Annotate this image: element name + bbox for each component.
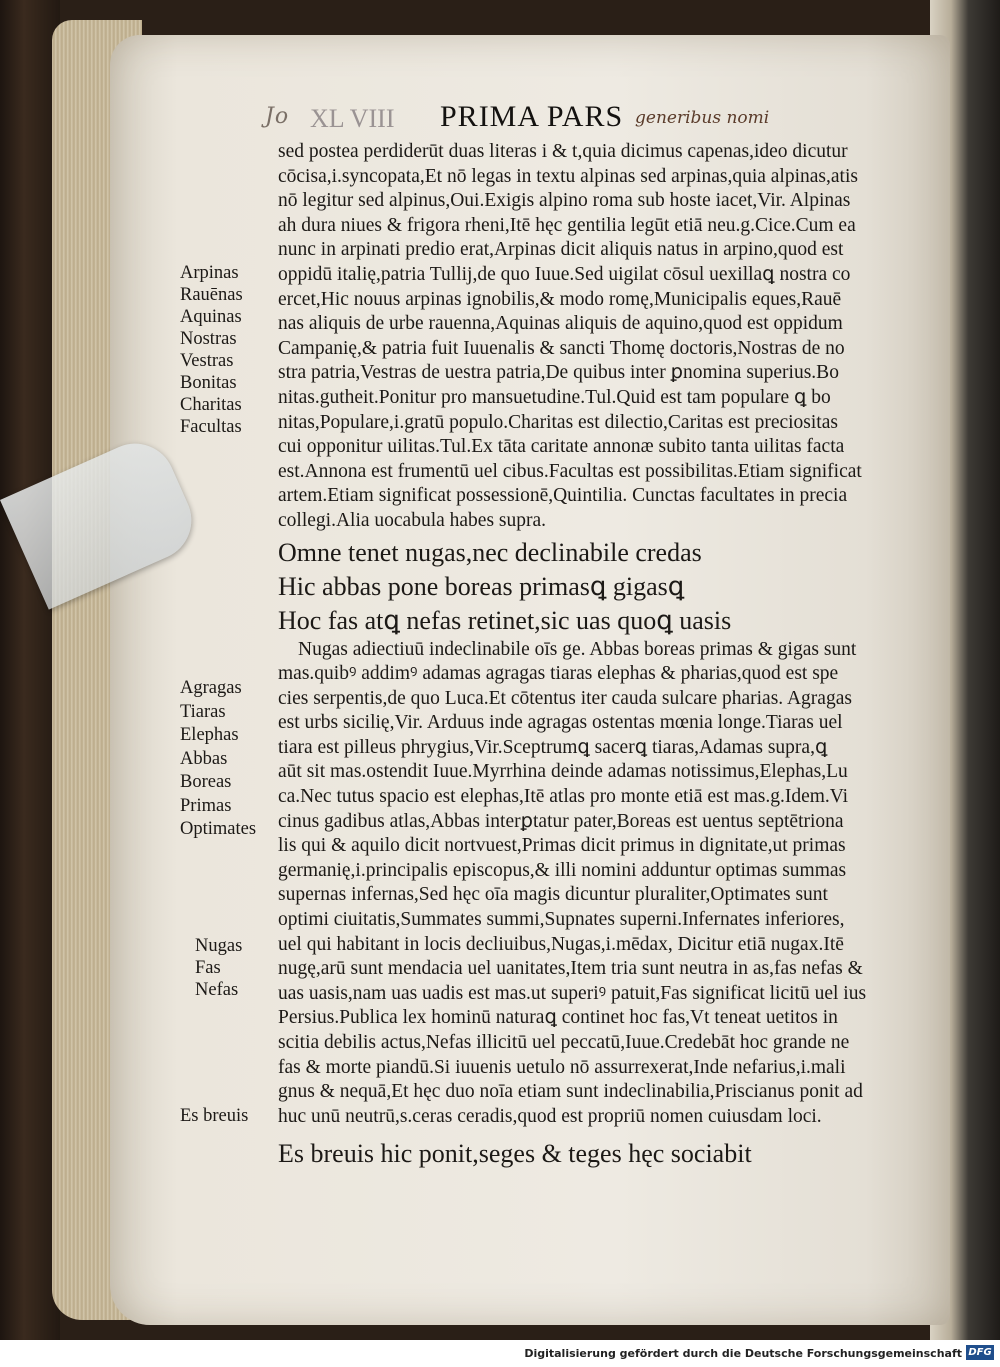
text-line: ah dura niues & frigora rheni,Itē hęc gentilia legūt etiā neu.g.Cice.Cum ea xyxy=(278,214,856,236)
text-line: Persius.Publica lex hominū naturaꝗ continet hoc fas,Vt teneat uetitos in xyxy=(278,1007,838,1029)
verse-line: Hic abbas pone boreas primasꝗ gigasꝗ xyxy=(278,571,685,601)
text-line: cinus gadibus atlas,Abbas interꝑtatur pater,Boreas est uentus septētriona xyxy=(278,810,844,832)
margin-note: Nugas xyxy=(195,936,243,956)
verse-line: Hoc fas atꝗ nefas retinet,sic uas quoꝗ uasis xyxy=(278,605,732,635)
margin-notes-group-4 xyxy=(180,1105,270,1127)
margin-note: Es breuis xyxy=(180,1106,249,1126)
text-line: huc unū neutrū,s.ceras ceradis,quod est propriū nomen cuiusdam loci. xyxy=(278,1105,822,1127)
text-line: Campanię,& patria fuit Iuuenalis & sancti Thomę doctoris,Nostras de no xyxy=(278,337,845,359)
text-line: optimi ciuitatis,Summates summi,Supnates superni.Infernates inferiores, xyxy=(278,909,845,931)
text-line: Nugas adiectiuū indeclinabile oīs ge. Abbas boreas primas & gigas sunt xyxy=(298,638,857,660)
paragraph-2 xyxy=(278,638,938,1130)
footer-credit: Digitalisierung gefördert durch die Deutsche Forschungsgemeinschaft xyxy=(524,1347,962,1360)
text-line: sed postea perdiderūt duas literas i & t,quia dicimus capenas,ideo dicutur xyxy=(278,141,848,162)
book-spine xyxy=(0,0,60,1340)
text-line: artem.Etiam significat possessionē,Quintilia. Cunctas facultates in precia xyxy=(278,485,848,507)
text-line: tiara est pilleus phrygius,Vir.Sceptrumꝗ sacerꝗ tiaras,Adamas supra,ꝗ xyxy=(278,736,828,758)
dfg-logo: DFG xyxy=(966,1345,994,1360)
page-title: PRIMA PARS xyxy=(440,100,624,133)
margin-note: Aquinas xyxy=(180,307,242,327)
text-line: est urbs sicilię,Vir. Arduus inde agragas ostentas mœnia longe.Tiaras uel xyxy=(278,712,843,734)
text-line: lis qui & aquilo dicit nortvuest,Primas dicit primus in dignitate,ut primas xyxy=(278,835,846,857)
text-line: fas & morte piandū.Si iuuenis uetulo nō assurrexerat,Inde nefarius,i.mali xyxy=(278,1056,846,1078)
text-line: aūt sit mas.ostendit Iuue.Myrrhina deinde adamas notissimus,Elephas,Lu xyxy=(278,761,848,783)
text-line: mas.quibꝰ addimꝰ adamas agragas tiaras elephas & pharias,quod est spe xyxy=(278,663,839,685)
text-line: nō legitur sed alpinus,Oui.Exigis alpino roma sub hoste iacet,Vir. Alpinas xyxy=(278,190,851,212)
text-line: cui opponitur uilitas.Tul.Ex tāta caritate annonæ subito tanta uilitas facta xyxy=(278,436,845,458)
text-line: cies serpentis,de quo Luca.Et cōtentus iter cauda sulcare pharias. Agragas xyxy=(278,687,852,709)
text-line: ercet,Hic nouus arpinas ignobilis,& modo romę,Municipalis eques,Rauē xyxy=(278,288,842,310)
margin-note: Facultas xyxy=(180,417,242,437)
handwritten-folio: Jo xyxy=(265,104,290,129)
margin-note: Agragas xyxy=(180,678,242,698)
paragraph-1 xyxy=(278,140,938,534)
margin-note: Abbas xyxy=(180,748,228,769)
verse-line: Omne tenet nugas,nec declinabile credas xyxy=(278,537,702,567)
handwritten-note: generibus nomi xyxy=(635,108,770,128)
text-line: ca.Nec tutus spacio est elephas,Itē atlas pro monte etiā est mas.g.Idem.Vi xyxy=(278,786,849,808)
main-text xyxy=(278,140,938,1171)
margin-note: Bonitas xyxy=(180,373,237,393)
margin-note: Nostras xyxy=(180,329,237,349)
margin-note: Boreas xyxy=(180,772,232,792)
text-line: uel qui habitant in locis decliuibus,Nugas,i.mēdax, Dicitur etiā nugax.Itē xyxy=(278,933,844,955)
text-line: gnus & nequā,Et hęc duo noīa etiam sunt indeclinabilia,Priscianus ponit ad xyxy=(278,1081,863,1103)
text-line: nitas.gutheit.Ponitur pro mansuetudine.Tul.Quid est tam populare ꝗ bo xyxy=(278,386,831,408)
faded-numeral: XL VIII xyxy=(310,104,395,133)
text-line: oppidū italię,patria Tullij,de quo Iuue.Sed uigilat cōsul uexillaꝗ nostra co xyxy=(278,263,851,285)
margin-note: Optimates xyxy=(180,819,257,839)
text-line: cōcisa,i.syncopata,Et nō legas in textu alpinas sed arpinas,quia alpinas,atis xyxy=(278,165,858,187)
text-line: nugę,arū sunt mendacia uel uanitates,Item tria sunt neutra in as,fas nefas & xyxy=(278,958,863,980)
margin-notes-group-1 xyxy=(180,262,270,438)
margin-note: Charitas xyxy=(180,395,242,415)
margin-notes-group-2 xyxy=(180,677,270,842)
footer-bar xyxy=(0,1340,1000,1367)
text-line: nitas,Populare,i.gratū populo.Charitas est dilectio,Caritas est preciositas xyxy=(278,411,838,433)
text-line: scitia debilis actus,Nefas illicitū uel peccatū,Iuue.Credebāt hoc grande ne xyxy=(278,1032,850,1053)
margin-note: Primas xyxy=(180,795,232,816)
margin-note: Vestras xyxy=(180,351,234,371)
margin-note: Elephas xyxy=(180,725,239,745)
text-line: nas aliquis de urbe rauenna,Aquinas aliquis de aquino,quod est oppidum xyxy=(278,313,843,335)
text-line: germanię,i.principalis episcopus,& illi nomini adduntur optimas summas xyxy=(278,859,847,881)
margin-notes-group-3 xyxy=(195,935,285,1001)
margin-note: Nefas xyxy=(195,980,239,1000)
text-line: supernas infernas,Sed hęc oīa magis dicuntur pluraliter,Optimates sunt xyxy=(278,884,828,906)
verse-line: Es breuis hic ponit,seges & teges hęc sociabit xyxy=(278,1139,752,1169)
text-line: stra patria,Vestras de uestra patria,De quibus inter ꝑnomina superius.Bo xyxy=(278,362,839,384)
verse-block-1 xyxy=(278,536,938,638)
margin-note: Rauēnas xyxy=(180,285,243,305)
text-line: collegi.Alia uocabula habes supra. xyxy=(278,509,547,531)
margin-note: Fas xyxy=(195,958,221,978)
text-line: uas uasis,nam uas uadis est mas.ut superiꝰ patuit,Fas significat licitū uel ius xyxy=(278,982,867,1004)
text-line: est.Annona est frumentū uel cibus.Facultas est possibilitas.Etiam significat xyxy=(278,460,862,482)
margin-note: Arpinas xyxy=(180,263,239,283)
running-header xyxy=(265,100,825,140)
text-line: nunc in arpinati predio erat,Arpinas dicit aliquis natus in arpino,quod est xyxy=(278,239,844,261)
margin-note: Tiaras xyxy=(180,701,226,722)
